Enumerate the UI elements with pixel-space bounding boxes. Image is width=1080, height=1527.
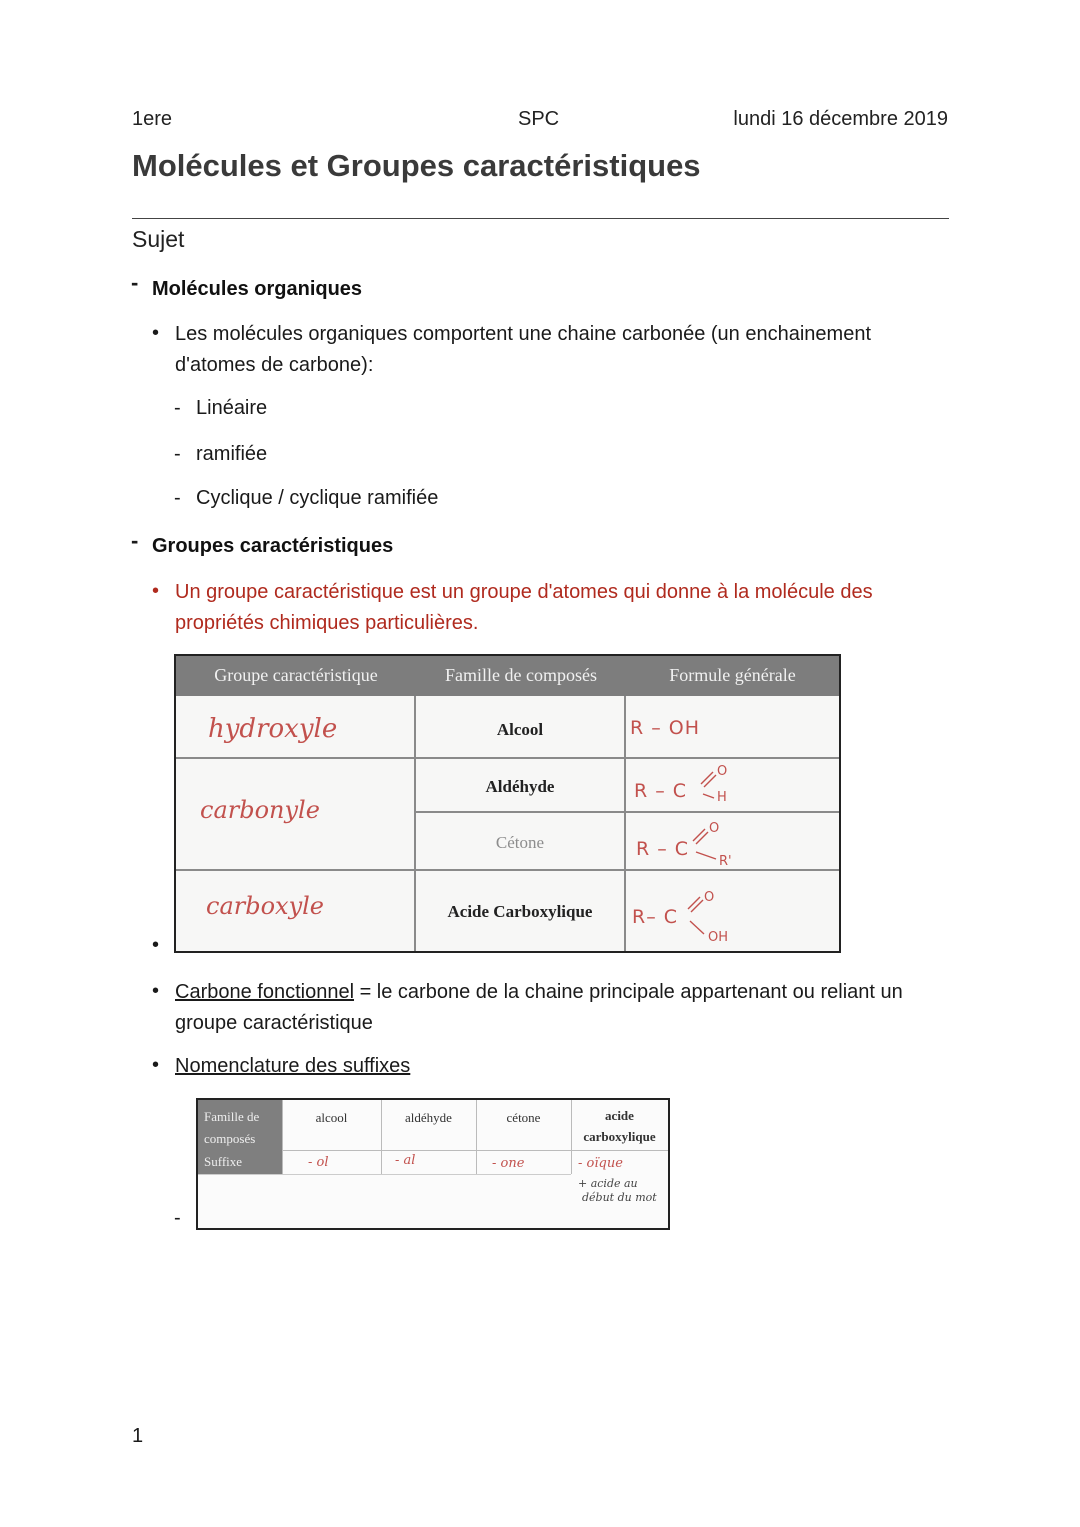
sub-dash: - [174, 487, 181, 509]
bullet-dot: • [152, 322, 160, 344]
suffix-table-row-label: Suffixe [198, 1150, 282, 1174]
suffix-ol: - ol [308, 1155, 329, 1170]
suffix-family-cetone: cétone [506, 1110, 541, 1125]
header-date: lundi 16 décembre 2019 [733, 108, 948, 130]
suffix-oique: - oïque [578, 1156, 623, 1171]
formula-aldehyde: R – C [634, 780, 688, 802]
table-header-cell: Famille de composés [445, 665, 597, 685]
family-acide-carboxylique: Acide Carboxylique [447, 902, 593, 921]
family-aldehyde: Aldéhyde [485, 777, 555, 796]
formula-acide: R– C [632, 906, 679, 928]
suffix-family-carboxylique: carboxylique [583, 1129, 656, 1144]
table-header-cell: Formule générale [669, 665, 796, 685]
header-level: 1ere [132, 108, 173, 130]
heading-groupes-caracteristiques: Groupes caractéristiques [152, 535, 394, 557]
formula-alcool: R – OH [630, 717, 701, 739]
nomenclature-heading: Nomenclature des suffixes [175, 1055, 411, 1077]
table-divider [282, 1150, 668, 1151]
sub-dash: - [174, 397, 181, 419]
formula-aldehyde-o: O [717, 764, 728, 779]
list-item: Cyclique / cyclique ramifiée [196, 487, 439, 509]
bullet-dot: • [152, 980, 160, 1002]
heading-molecules-organiques: Molécules organiques [152, 278, 363, 300]
list-item: ramifiée [196, 443, 268, 465]
suffix-al: - al [395, 1153, 416, 1168]
carbone-fonctionnel-definition: = le carbone de la chaine principale appartenant ou reliant un groupe caractéristique [175, 981, 903, 1034]
suffix-family-aldehyde: aldéhyde [405, 1110, 452, 1125]
page-title: Molécules et Groupes caractéristiques [132, 148, 701, 183]
bullet-dot: • [152, 934, 160, 956]
suffix-table [196, 1098, 670, 1230]
bullet-chaine-carbonee: Les molécules organiques comportent une chaine carbonée (un enchainement d'atomes de carbone): [175, 323, 872, 376]
header-subject: SPC [518, 108, 560, 130]
title-divider [132, 218, 949, 219]
table-divider [198, 1174, 571, 1175]
formula-acide-o: O [704, 890, 715, 905]
table-header-cell: Groupe caractéristique [214, 665, 378, 685]
formula-acide-oh: OH [708, 930, 729, 945]
family-alcool: Alcool [496, 720, 544, 739]
heading-dash: - [131, 270, 139, 295]
formula-cetone-r: R' [719, 854, 732, 869]
sub-dash: - [174, 1207, 181, 1229]
suffix-family-alcool: alcool [315, 1110, 348, 1125]
sub-dash: - [174, 443, 181, 465]
heading-dash: - [131, 528, 139, 553]
suffix-one: - one [492, 1156, 525, 1171]
page-number: 1 [132, 1425, 144, 1447]
definition-text: Un groupe caractéristique est un groupe d'atomes qui donne à la molécule des propriétés chimiques particulières. [175, 581, 873, 634]
bullet-dot: • [152, 1054, 160, 1076]
formula-cetone-o: O [709, 821, 720, 836]
suffix-family-acide: acide [605, 1108, 634, 1123]
group-carboxyle: carboxyle [206, 892, 325, 920]
family-cetone: Cétone [495, 833, 545, 852]
suffix-note-line: + acide au [578, 1177, 638, 1190]
formula-aldehyde-h: H [717, 790, 727, 805]
groups-table [174, 654, 841, 953]
group-hydroxyle: hydroxyle [208, 714, 338, 744]
formula-bond-strokes [176, 656, 839, 951]
suffix-note-line: début du mot [582, 1191, 657, 1204]
group-carbonyle: carbonyle [200, 796, 320, 824]
label-line: composés [204, 1131, 256, 1146]
bullet-carbone-fonctionnel [175, 977, 955, 1039]
suffix-table-row-label [198, 1100, 282, 1150]
bullet-dot: • [152, 580, 160, 602]
list-item: Linéaire [196, 397, 268, 419]
label-line: Famille de [204, 1109, 260, 1124]
carbone-fonctionnel-term: Carbone fonctionnel [175, 981, 355, 1003]
formula-cetone: R – C [636, 838, 690, 860]
section-heading: Sujet [132, 226, 185, 252]
